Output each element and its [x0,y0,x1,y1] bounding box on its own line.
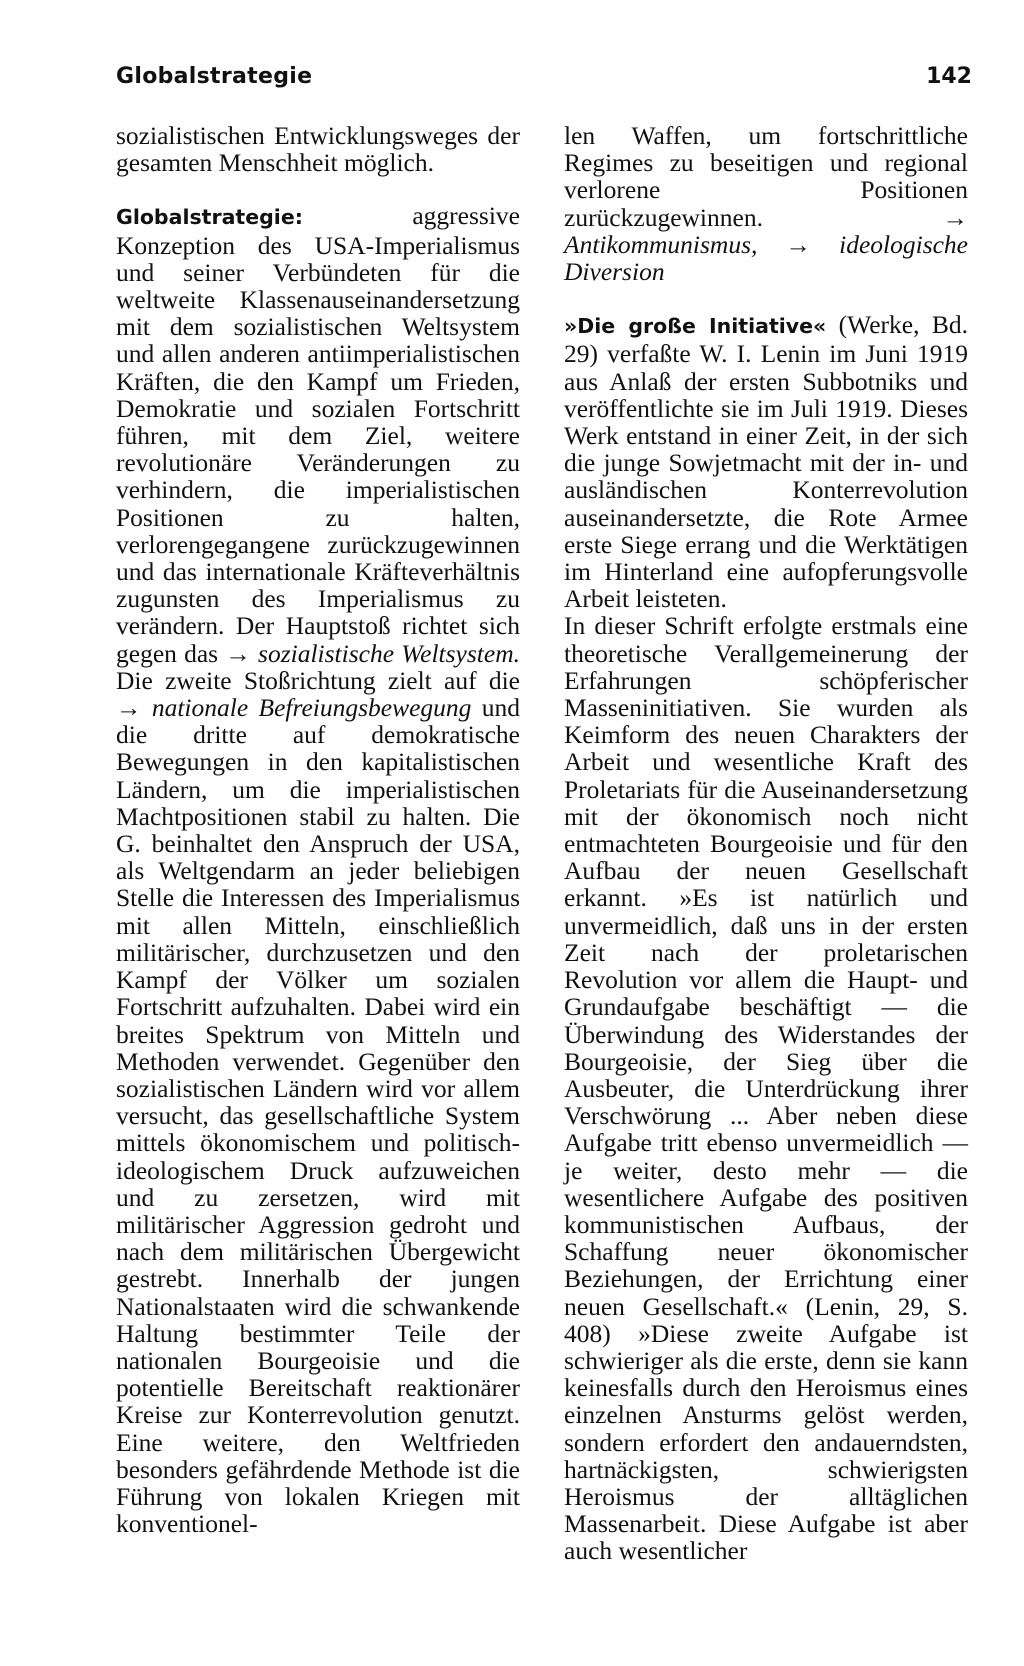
cross-reference-arrow-icon: → [942,202,968,232]
entry-paragraph: In dieser Schrift erfolgte erstmals eine theoretische Verallgemeinerung der Erfahrungen schöpferischer Masseninitiativen. Sie wurden als Keimform des neuen Charakters der Arbeit und wesentliche Kraft des Proletariats für die Auseinandersetzung mit der ökonomisch noch nicht entmachteten Bourgeoisie und für den Aufbau der neuen Gesellschaft erkannt. »Es ist natürlich und unvermeidlich, daß uns in der ersten Zeit nach der proletarischen Revolution vor allem die Haupt- und Grundaufgabe beschäftigt — die Überwindung des Widerstandes der Bourgeoisie, der Sieg über die Ausbeuter, die Unterdrückung ihrer Verschwörung ... Aber neben diese Aufgabe tritt ebenso unvermeidlich — je weiter, desto mehr — die wesentlichere Aufgabe des positiven kommunistischen Aufbaus, der Schaffung neuer ökonomischer Beziehungen, der Errichtung einer neuen Gesellschaft.« (Lenin, 29, S. 408) »Diese zweite Aufgabe ist schwieriger als die erste, denn sie kann keinesfalls durch den Heroismus eines einzelnen Ansturms gelöst werden, sondern erfordert den andauerndsten, hartnäckigsten, schwierigsten Heroismus der alltäglichen Massenarbeit. Diese Aufgabe ist aber auch wesentlicher [564,611,968,1566]
entry-text: aggressive Konzeption des USA-Imperialismus und seiner Verbündeten für die weltweite Klassenauseinandersetzung mit dem sozialistischen Weltsystem und allen anderen antiimperialistischen Kräften, die den Kampf um Frieden, Demokratie und sozialen Fortschritt führen, mit dem Ziel, weitere revolutionäre Veränderungen zu verhindern, die imperialistischen Positionen zu halten, verlorengegangene zurückzugewinnen und das internationale Kräfteverhältnis zugunsten des Imperialismus zu verändern. Der Hauptstoß richtet sich gegen das [116,201,520,668]
cross-reference-arrow-icon: → [757,229,811,259]
page-number: 142 [926,64,972,89]
entry-keyword: »Die große Initiative« [564,314,827,339]
cross-reference: nationale Befreiungsbewegung [141,693,472,723]
entry-die-grosse-initiative [564,311,968,612]
entry-text: len Waffen, um fortschrittliche Regimes zu beseitigen und regional verlorene Positionen zurückzugewinnen. [564,121,968,232]
entry-text: Die zweite Stoßrichtung zielt auf die [116,665,520,695]
entry-keyword: Globalstrategie: [116,205,303,230]
running-head-title: Globalstrategie [116,64,313,89]
running-head [116,64,972,100]
right-column [564,122,968,1565]
left-column [116,122,520,1537]
continuation-paragraph: sozialistischen Entwicklungsweges der gesamten Menschheit möglich. [116,121,520,178]
cross-reference: sozialistische Weltsystem. [250,638,520,668]
cross-reference-arrow-icon: → [116,693,142,723]
continuation-paragraph [564,122,968,285]
cross-reference: Antikommunismus, [564,229,758,259]
entry-text: (Werke, Bd. 29) verfaßte W. I. Lenin im Juni 1919 aus Anlaß der ersten Subbotniks und veröffentlichte sie im Juli 1919. Dieses Werk entstand in einer Zeit, in der sich die junge Sowjetmacht mit der in- und ausländischen Konterrevolution auseinandersetzte, die Rote Armee erste Siege errang und die Werktätigen im Hinterland eine aufopferungsvolle Arbeit leisteten. [564,310,968,614]
cross-reference-arrow-icon: → [225,638,251,668]
entry-globalstrategie [116,202,520,1537]
cross-reference: ideologische Diversion [564,229,968,287]
entry-text: und die dritte auf demokratische Bewegungen in den kapitalistischen Ländern, um die imperialistischen Machtpositionen stabil zu halten. Die G. beinhaltet den Anspruch der USA, als Weltgendarm an jeder beliebigen Stelle die Interessen des Imperialismus mit allen Mitteln, einschließlich militärischer, durchzusetzen und den Kampf der Völker um sozialen Fortschritt aufzuhalten. Dabei wird ein breites Spektrum von Mitteln und Methoden verwendet. Gegenüber den sozialistischen Ländern wird vor allem versucht, das gesellschaftliche System mittels ökonomischem und politisch-ideologischem Druck aufzuweichen und zu zersetzen, wird mit militärischer Aggression gedroht und nach dem militärischen Übergewicht gestrebt. Innerhalb der jungen Nationalstaaten wird die schwankende Haltung bestimmter Teile der nationalen Bourgeoisie und die potentielle Bereitschaft reaktionärer Kreise zur Konterrevolution genutzt. Eine weitere, den Weltfrieden besonders gefährdende Methode ist die Führung von lokalen Kriegen mit konventionel- [116,693,521,1539]
